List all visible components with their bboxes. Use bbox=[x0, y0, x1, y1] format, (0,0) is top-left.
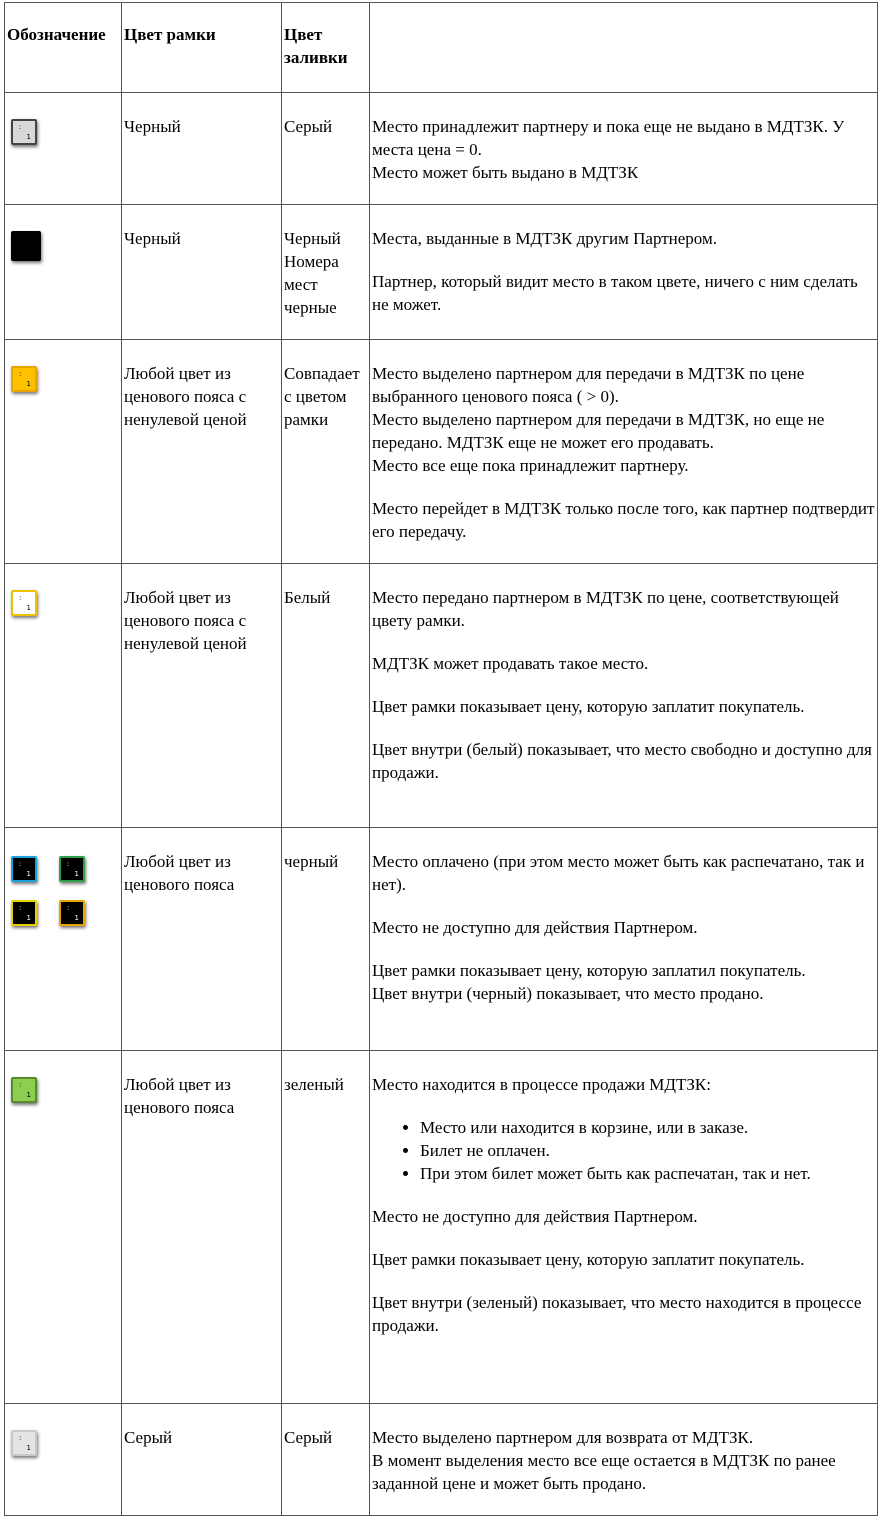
table-row bbox=[5, 1404, 878, 1516]
description-text: Цвет внутри (белый) показывает, что место свободно и доступно для продажи. bbox=[372, 740, 872, 782]
description-cell bbox=[370, 1051, 878, 1404]
icon-cell bbox=[5, 340, 122, 564]
description-text: В момент выделения место все еще остается в МДТЗК по ранее заданной цене и может быть продано. bbox=[372, 1451, 836, 1493]
seat-icon bbox=[11, 231, 41, 261]
fill-color-cell: Черный Номера мест черные bbox=[282, 205, 370, 340]
list-item: • Билет не оплачен. bbox=[420, 1139, 875, 1162]
description-text: Место перейдет в МДТЗК только после того, как партнер подтвердит его передачу. bbox=[372, 499, 875, 541]
fill-color-cell: Белый bbox=[282, 564, 370, 828]
icon-cell bbox=[5, 828, 122, 1051]
border-color-cell: Любой цвет из ценового пояса с ненулевой ценой bbox=[122, 564, 282, 828]
description-cell bbox=[370, 205, 878, 340]
description-cell bbox=[370, 564, 878, 828]
icon-cell bbox=[5, 1404, 122, 1516]
description-text: Место принадлежит партнеру и пока еще не выдано в МДТЗК. У места цена = 0. bbox=[372, 117, 845, 159]
description-text: Место оплачено (при этом место может быть как распечатано, так и нет). bbox=[372, 852, 865, 894]
description-text: Место выделено партнером для возврата от МДТЗК. bbox=[372, 1428, 754, 1447]
icon-cell bbox=[5, 1051, 122, 1404]
description-text: Партнер, который видит место в таком цвете, ничего с ним сделать не может. bbox=[372, 272, 858, 314]
table-row bbox=[5, 93, 878, 205]
icon-cell bbox=[5, 205, 122, 340]
header-fill-color: Цвет заливки bbox=[282, 3, 370, 93]
description-text: Место не доступно для действия Партнером. bbox=[372, 918, 698, 937]
border-color-cell: Любой цвет из ценового пояса bbox=[122, 828, 282, 1051]
fill-color-cell: Совпадает с цветом рамки bbox=[282, 340, 370, 564]
header-description bbox=[370, 3, 878, 93]
header-border-color: Цвет рамки bbox=[122, 3, 282, 93]
seat-icon: : 1 bbox=[11, 590, 37, 616]
table-row bbox=[5, 205, 878, 340]
seat-icon: : 1 bbox=[11, 900, 37, 926]
description-text: Место выделено партнером для передачи в МДТЗК, но еще не передано. МДТЗК еще не может его продавать. bbox=[372, 410, 825, 452]
description-text: Место выделено партнером для передачи в МДТЗК по цене выбранного ценового пояса ( > 0). bbox=[372, 364, 805, 406]
description-text: Место может быть выдано в МДТЗК bbox=[372, 163, 639, 182]
fill-color-cell: зеленый bbox=[282, 1051, 370, 1404]
seat-icon: : 1 bbox=[11, 1430, 37, 1456]
border-color-cell: Черный bbox=[122, 205, 282, 340]
border-color-cell: Черный bbox=[122, 93, 282, 205]
table-row bbox=[5, 828, 878, 1051]
bullet-list bbox=[372, 1116, 875, 1185]
border-color-cell: Любой цвет из ценового пояса с ненулевой ценой bbox=[122, 340, 282, 564]
fill-color-cell: черный bbox=[282, 828, 370, 1051]
description-text: Цвет рамки показывает цену, которую заплатит покупатель. bbox=[372, 697, 805, 716]
description-cell bbox=[370, 1404, 878, 1516]
description-text: Цвет рамки показывает цену, которую заплатил покупатель. bbox=[372, 961, 806, 980]
seat-icon: : 1 bbox=[11, 119, 37, 145]
seat-legend-table bbox=[4, 2, 878, 1516]
seat-icon: : 1 bbox=[59, 856, 85, 882]
description-cell bbox=[370, 340, 878, 564]
border-color-cell: Серый bbox=[122, 1404, 282, 1516]
description-text: Место все еще пока принадлежит партнеру. bbox=[372, 456, 689, 475]
table-header-row bbox=[5, 3, 878, 93]
description-text: Цвет внутри (черный) показывает, что место продано. bbox=[372, 984, 764, 1003]
description-text: МДТЗК может продавать такое место. bbox=[372, 654, 649, 673]
table-row bbox=[5, 1051, 878, 1404]
seat-icon-group bbox=[7, 852, 119, 926]
description-cell bbox=[370, 828, 878, 1051]
seat-icon: : 1 bbox=[11, 1077, 37, 1103]
border-color-cell: Любой цвет из ценового пояса bbox=[122, 1051, 282, 1404]
header-designation: Обозначение bbox=[5, 3, 122, 93]
description-text: Цвет рамки показывает цену, которую заплатит покупатель. bbox=[372, 1250, 805, 1269]
description-text: Место не доступно для действия Партнером. bbox=[372, 1207, 698, 1226]
description-text: Цвет внутри (зеленый) показывает, что место находится в процессе продажи. bbox=[372, 1293, 862, 1335]
description-text: Место находится в процессе продажи МДТЗК: bbox=[372, 1075, 711, 1094]
table-row bbox=[5, 564, 878, 828]
icon-cell bbox=[5, 93, 122, 205]
list-item: • При этом билет может быть как распечатан, так и нет. bbox=[420, 1162, 875, 1185]
description-text: Места, выданные в МДТЗК другим Партнером. bbox=[372, 229, 717, 248]
seat-icon: : 1 bbox=[11, 366, 37, 392]
description-cell bbox=[370, 93, 878, 205]
seat-icon: : 1 bbox=[11, 856, 37, 882]
icon-cell bbox=[5, 564, 122, 828]
description-text: Место передано партнером в МДТЗК по цене, соответствующей цвету рамки. bbox=[372, 588, 839, 630]
list-item: • Место или находится в корзине, или в заказе. bbox=[420, 1116, 875, 1139]
fill-color-cell: Серый bbox=[282, 1404, 370, 1516]
fill-color-cell: Серый bbox=[282, 93, 370, 205]
seat-icon: : 1 bbox=[59, 900, 85, 926]
table-row bbox=[5, 340, 878, 564]
